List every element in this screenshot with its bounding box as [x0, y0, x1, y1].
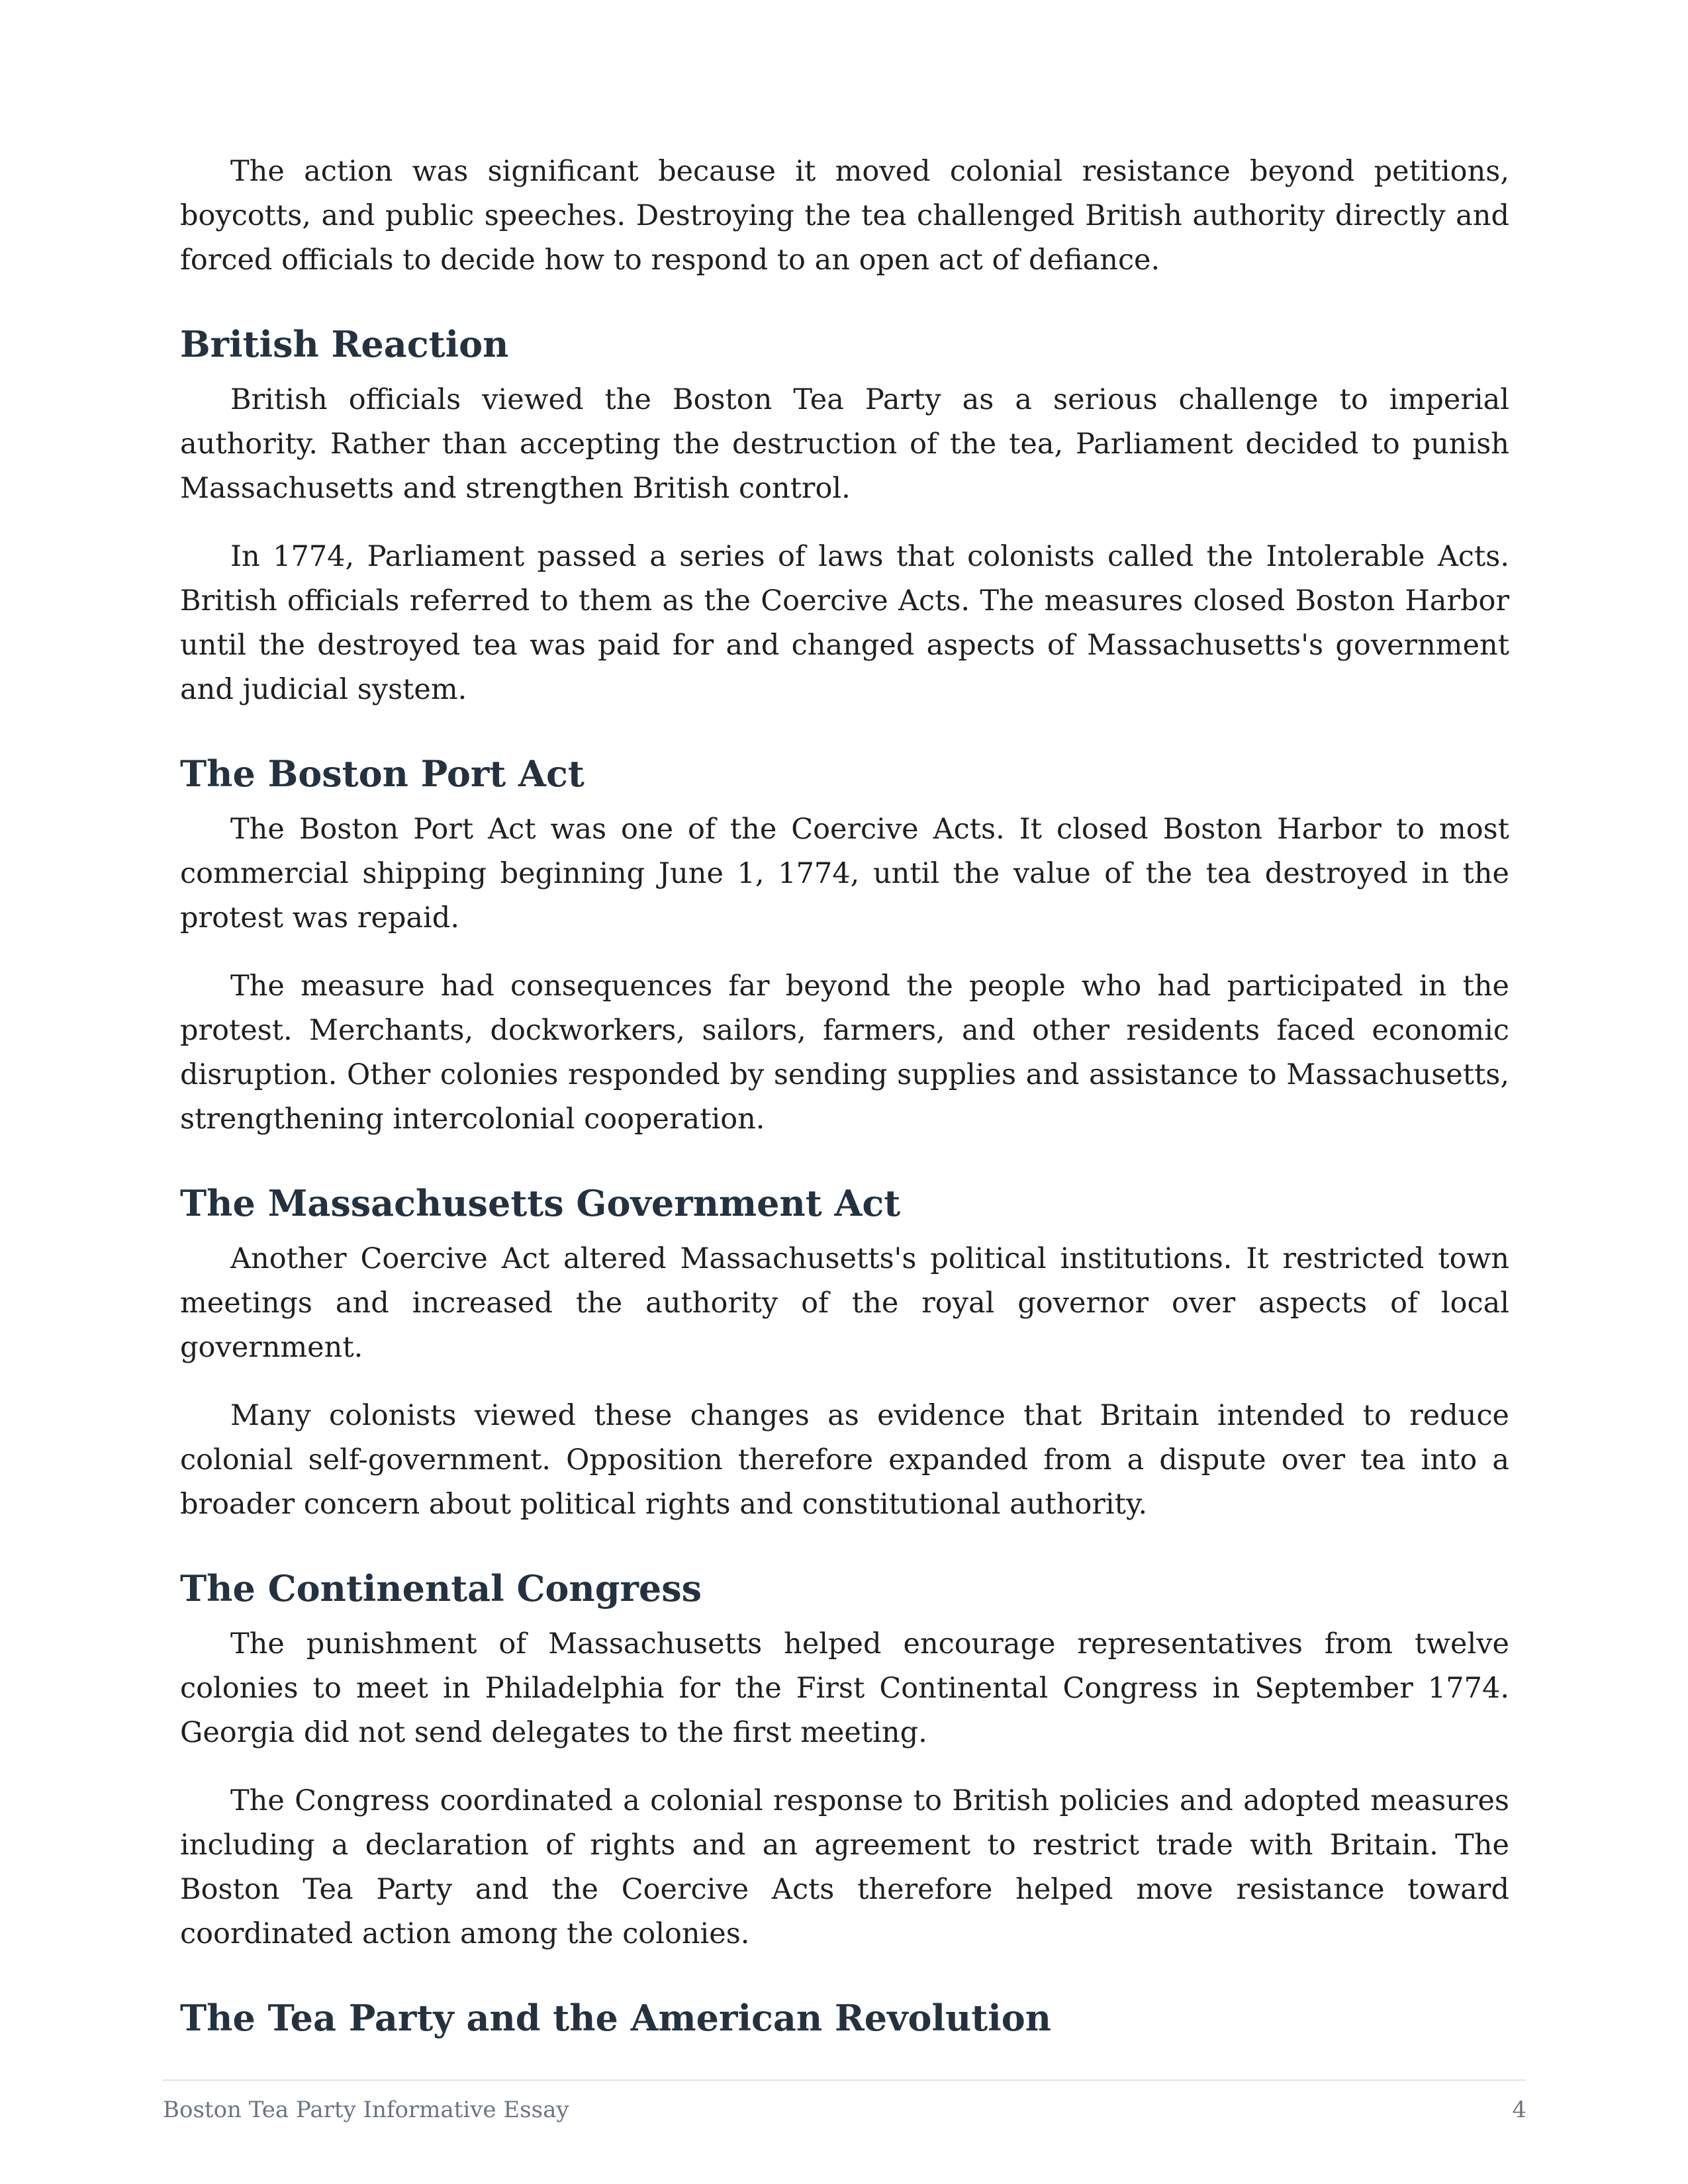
- document-body: [180, 150, 1509, 2052]
- section-continental-congress: [180, 1565, 1509, 1956]
- paragraph: British officials viewed the Boston Tea Party as a serious challenge to imperial authority. Rather than accepting the destruction of the tea, Parliament decided to punish Massachusetts and strengthen British control.: [180, 383, 1509, 505]
- section-intro: [180, 150, 1509, 283]
- paragraph: The Congress coordinated a colonial response to British policies and adopted measures including a declaration of rights and an agreement to restrict trade with Britain. The Boston Tea Party and the Coercive Acts therefore helped move resistance toward coordinated action among the colonies.: [180, 1784, 1509, 1950]
- paragraph: Another Coercive Act altered Massachusetts's political institutions. It restricted town meetings and increased the authority of the royal governor over aspects of local government.: [180, 1242, 1509, 1364]
- paragraph: In 1774, Parliament passed a series of laws that colonists called the Intolerable Acts. British officials referred to them as the Coercive Acts. The measures closed Boston Harbor until the destroyed tea was paid for and changed aspects of Massachusetts's government and judicial system.: [180, 540, 1509, 706]
- paragraph: Many colonists viewed these changes as evidence that Britain intended to reduce colonial self-government. Opposition therefore expanded from a dispute over tea into a broader concern about political rights and constitutional authority.: [180, 1399, 1509, 1521]
- section-british-reaction: [180, 321, 1509, 712]
- section-heading: The Continental Congress: [180, 1567, 702, 1610]
- section-massachusetts-government-act: [180, 1180, 1509, 1527]
- section-heading: The Boston Port Act: [180, 752, 585, 795]
- section-heading: British Reaction: [180, 323, 509, 365]
- section-heading: The Tea Party and the American Revolution: [180, 1997, 1052, 2039]
- paragraph: The action was significant because it moved colonial resistance beyond petitions, boycotts, and public speeches. Destroying the tea challenged British authority directly and forced officials to decide how to respond to an open act of defiance.: [180, 155, 1509, 277]
- footer-divider: [163, 2079, 1526, 2081]
- section-boston-port-act: [180, 751, 1509, 1142]
- paragraph: The punishment of Massachusetts helped encourage representatives from twelve colonies to meet in Philadelphia for the First Continental Congress in September 1774. Georgia did not send delegates to the first meeting.: [180, 1627, 1509, 1749]
- paragraph: The measure had consequences far beyond the people who had participated in the protest. Merchants, dockworkers, sailors, farmers, and other residents faced economic disruption. Other colonies responded by sending supplies and assistance to Massachusetts, strengthening intercolonial cooperation.: [180, 970, 1509, 1136]
- footer-document-title: Boston Tea Party Informative Essay: [163, 2097, 569, 2123]
- footer-page-number: 4: [1512, 2097, 1526, 2123]
- section-tea-party-revolution: [180, 1995, 1509, 2041]
- section-heading: The Massachusetts Government Act: [180, 1182, 901, 1224]
- paragraph: The Boston Port Act was one of the Coercive Acts. It closed Boston Harbor to most commercial shipping beginning June 1, 1774, until the value of the tea destroyed in the protest was repaid.: [180, 813, 1509, 934]
